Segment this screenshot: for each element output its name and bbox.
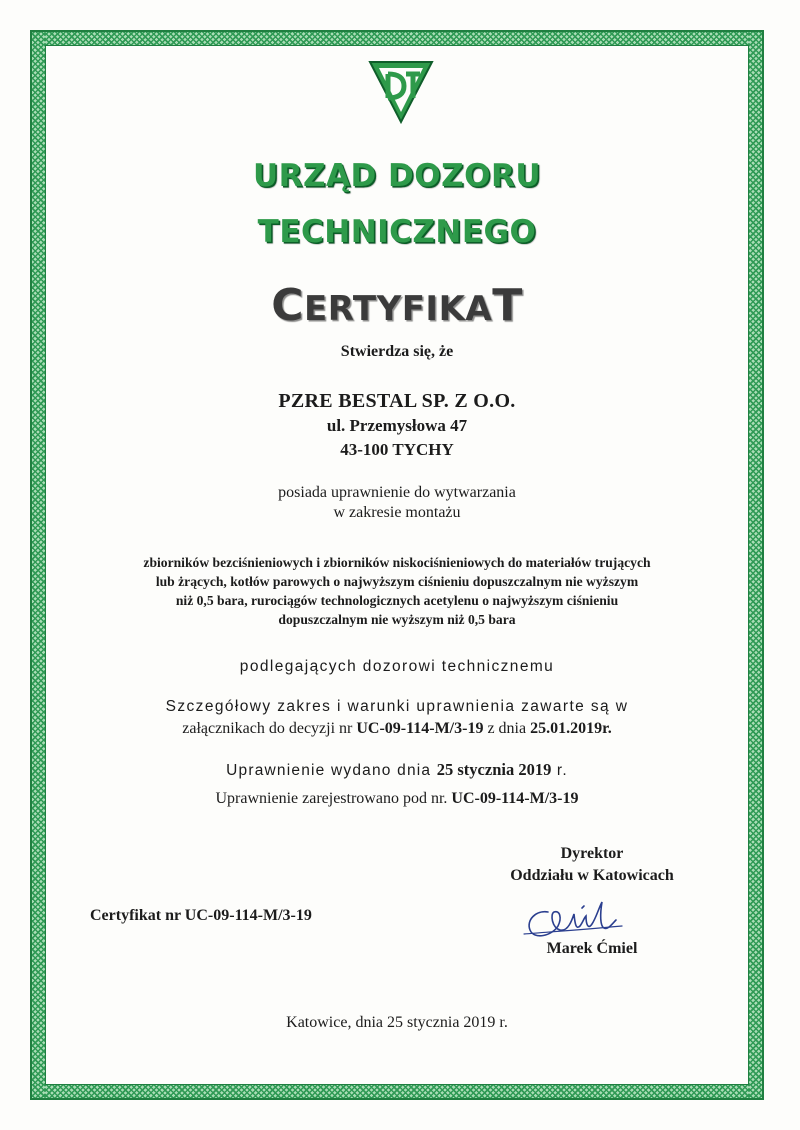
issued-suffix: r.: [556, 762, 568, 779]
certificate-title: [52, 280, 742, 331]
institution-name-line2: TECHNICZNEGO: [257, 214, 537, 250]
udt-logo-icon: [366, 58, 436, 126]
details-line1: Szczegółowy zakres i warunki uprawnienia zawarte są w: [165, 698, 629, 715]
issued-line: [52, 760, 742, 780]
details-mid: z dnia: [487, 720, 527, 737]
director-title: Dyrektor: [560, 845, 624, 862]
director-branch: Oddziału w Katowicach: [510, 867, 674, 884]
company-city: 43-100 TYCHY: [340, 440, 454, 459]
decision-number: UC-09-114-M/3-19: [356, 720, 484, 737]
place-and-date: Katowice, dnia 25 stycznia 2019 r.: [286, 1014, 508, 1031]
scope-line: dopuszczalnym nie wyższym niż 0,5 bara: [278, 612, 516, 627]
intro-text: Stwierdza się, że: [340, 343, 454, 360]
issued-date: 25 stycznia 2019: [436, 760, 552, 779]
details-line2: [52, 720, 742, 738]
company-street: ul. Przemysłowa 47: [326, 416, 468, 435]
title-initial: C: [271, 280, 305, 331]
scope-line: lub żrących, kotłów parowych o najwyższym ciśnieniu dopuszczalnym nie wyższym: [155, 574, 639, 589]
director-block: [472, 843, 712, 887]
registration-number: UC-09-114-M/3-19: [451, 790, 579, 807]
decision-date: 25.01.2019r.: [530, 720, 612, 737]
signer-name: Marek Ćmiel: [546, 940, 638, 957]
certificate-number: Certyfikat nr UC-09-114-M/3-19: [90, 907, 312, 924]
scope-line: zbiorników bezciśnieniowych i zbiorników niskociśnieniowych do materiałów trujących: [143, 555, 651, 570]
company-name: PZRE BESTAL SP. Z O.O.: [278, 390, 516, 412]
registered-prefix: Uprawnienie zarejestrowano pod nr.: [215, 790, 448, 807]
institution-name-line1: URZĄD DOZORU: [253, 158, 541, 194]
permission-line2: w zakresie montażu: [333, 504, 461, 521]
scope-line: niż 0,5 bara, rurociągów technologicznych acetylenu o najwyższym ciśnieniu: [175, 593, 619, 608]
scope-text: [90, 553, 704, 629]
signature-icon: [518, 890, 628, 946]
issued-prefix: Uprawnienie wydano dnia: [226, 762, 432, 779]
registered-line: [52, 790, 742, 808]
title-middle: ERTYFIKA: [304, 289, 493, 329]
details-prefix: załącznikach do decyzji nr: [182, 720, 353, 737]
certificate-content: [52, 52, 742, 1078]
title-final: T: [492, 280, 523, 331]
supervision-text: podlegających dozorowi technicznemu: [239, 658, 555, 675]
permission-line1: posiada uprawnienie do wytwarzania: [278, 484, 516, 501]
